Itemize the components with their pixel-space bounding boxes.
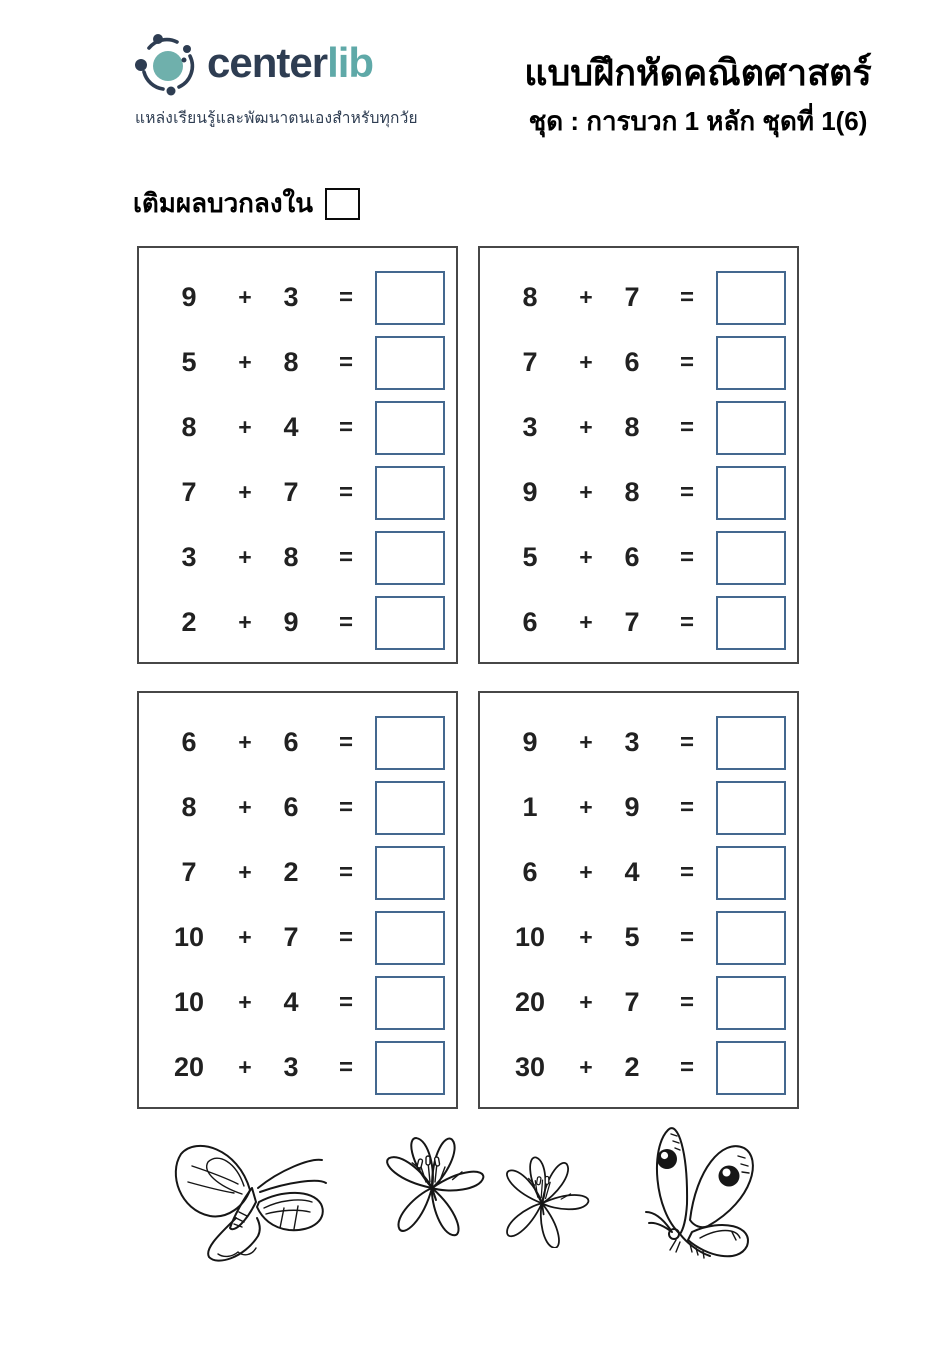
operand-b: 6 bbox=[624, 347, 640, 377]
problem-row bbox=[480, 395, 797, 460]
operand-a: 8 bbox=[522, 282, 538, 312]
answer-box[interactable] bbox=[375, 846, 445, 900]
operand-b: 7 bbox=[624, 607, 640, 637]
answer-box[interactable] bbox=[375, 401, 445, 455]
operand-a: 7 bbox=[181, 477, 197, 507]
equals-sign: = bbox=[338, 793, 353, 821]
problem-row bbox=[480, 840, 797, 905]
problem-row bbox=[480, 775, 797, 840]
operand-b: 3 bbox=[283, 282, 299, 312]
plus-operator: + bbox=[238, 989, 252, 1015]
plus-operator: + bbox=[238, 479, 252, 505]
equals-sign: = bbox=[679, 348, 694, 376]
problem-panel-2 bbox=[478, 246, 799, 664]
problem-row bbox=[480, 265, 797, 330]
equals-sign: = bbox=[338, 348, 353, 376]
operand-b: 9 bbox=[624, 792, 640, 822]
operand-b: 3 bbox=[283, 1052, 299, 1082]
answer-box[interactable] bbox=[716, 1041, 786, 1095]
problem-row bbox=[139, 775, 456, 840]
operand-a: 3 bbox=[181, 542, 197, 572]
problem-panel-4 bbox=[478, 691, 799, 1109]
operand-a: 6 bbox=[522, 607, 538, 637]
operand-a: 5 bbox=[522, 542, 538, 572]
plus-operator: + bbox=[238, 794, 252, 820]
answer-box[interactable] bbox=[375, 271, 445, 325]
equals-sign: = bbox=[679, 1053, 694, 1081]
answer-box[interactable] bbox=[716, 336, 786, 390]
answer-box[interactable] bbox=[716, 596, 786, 650]
plus-operator: + bbox=[238, 1054, 252, 1080]
operand-b: 2 bbox=[624, 1052, 640, 1082]
answer-box[interactable] bbox=[716, 466, 786, 520]
problem-row bbox=[480, 525, 797, 590]
brand-name-center: center bbox=[207, 39, 328, 86]
operand-a: 7 bbox=[181, 857, 197, 887]
operand-a: 9 bbox=[181, 282, 197, 312]
operand-b: 9 bbox=[283, 607, 299, 637]
plus-operator: + bbox=[238, 414, 252, 440]
operand-b: 7 bbox=[283, 477, 299, 507]
operand-a: 2 bbox=[181, 607, 197, 637]
operand-b: 7 bbox=[624, 282, 640, 312]
operand-b: 8 bbox=[624, 477, 640, 507]
plus-operator: + bbox=[579, 284, 593, 310]
equals-sign: = bbox=[679, 608, 694, 636]
answer-box[interactable] bbox=[375, 976, 445, 1030]
answer-box[interactable] bbox=[716, 271, 786, 325]
equals-sign: = bbox=[338, 1053, 353, 1081]
operand-b: 7 bbox=[283, 922, 299, 952]
problem-row bbox=[139, 905, 456, 970]
worksheet-subtitle: ชุด : การบวก 1 หลัก ชุดที่ 1(6) bbox=[528, 106, 868, 136]
operand-b: 4 bbox=[283, 412, 299, 442]
equals-sign: = bbox=[338, 923, 353, 951]
answer-box[interactable] bbox=[375, 336, 445, 390]
problem-row bbox=[139, 1035, 456, 1100]
operand-a: 9 bbox=[522, 477, 538, 507]
answer-box[interactable] bbox=[716, 401, 786, 455]
answer-box[interactable] bbox=[716, 846, 786, 900]
plus-operator: + bbox=[579, 349, 593, 375]
plus-operator: + bbox=[579, 544, 593, 570]
problem-panel-3 bbox=[137, 691, 458, 1109]
operand-a: 9 bbox=[522, 727, 538, 757]
answer-box[interactable] bbox=[375, 911, 445, 965]
operand-a: 8 bbox=[181, 792, 197, 822]
flower-right-image bbox=[489, 1148, 595, 1248]
operand-b: 7 bbox=[624, 987, 640, 1017]
answer-box[interactable] bbox=[375, 1041, 445, 1095]
operand-a: 7 bbox=[522, 347, 538, 377]
operand-b: 4 bbox=[283, 987, 299, 1017]
equals-sign: = bbox=[679, 478, 694, 506]
operand-a: 10 bbox=[514, 922, 546, 952]
butterfly-right-image bbox=[628, 1112, 766, 1264]
operand-a: 10 bbox=[173, 987, 205, 1017]
plus-operator: + bbox=[238, 924, 252, 950]
plus-operator: + bbox=[579, 859, 593, 885]
problem-row bbox=[480, 905, 797, 970]
operand-b: 6 bbox=[624, 542, 640, 572]
equals-sign: = bbox=[679, 543, 694, 571]
problem-row bbox=[480, 710, 797, 775]
problem-row bbox=[139, 590, 456, 655]
equals-sign: = bbox=[338, 728, 353, 756]
operand-a: 10 bbox=[173, 922, 205, 952]
answer-box[interactable] bbox=[716, 531, 786, 585]
logo-tagline: แหล่งเรียนรู้และพัฒนาตนเองสำหรับทุกวัย bbox=[135, 110, 418, 127]
plus-operator: + bbox=[579, 794, 593, 820]
flower-left-image bbox=[372, 1126, 492, 1238]
equals-sign: = bbox=[338, 988, 353, 1016]
operand-b: 8 bbox=[283, 347, 299, 377]
problem-row bbox=[480, 590, 797, 655]
equals-sign: = bbox=[679, 728, 694, 756]
problem-row bbox=[480, 1035, 797, 1100]
equals-sign: = bbox=[338, 283, 353, 311]
equals-sign: = bbox=[679, 413, 694, 441]
answer-box[interactable] bbox=[716, 976, 786, 1030]
equals-sign: = bbox=[679, 858, 694, 886]
operand-b: 8 bbox=[283, 542, 299, 572]
operand-a: 20 bbox=[514, 987, 546, 1017]
problem-row bbox=[139, 460, 456, 525]
operand-b: 8 bbox=[624, 412, 640, 442]
answer-box[interactable] bbox=[716, 781, 786, 835]
plus-operator: + bbox=[579, 609, 593, 635]
instruction-text: เติมผลบวกลงใน bbox=[133, 188, 314, 218]
plus-operator: + bbox=[238, 349, 252, 375]
plus-operator: + bbox=[579, 414, 593, 440]
answer-box[interactable] bbox=[375, 531, 445, 585]
brand-name-lib: lib bbox=[327, 39, 374, 86]
butterfly-left-image bbox=[162, 1126, 330, 1266]
answer-box[interactable] bbox=[375, 466, 445, 520]
plus-operator: + bbox=[579, 729, 593, 755]
answer-box[interactable] bbox=[375, 716, 445, 770]
equals-sign: = bbox=[338, 413, 353, 441]
problem-row bbox=[139, 970, 456, 1035]
operand-a: 6 bbox=[181, 727, 197, 757]
plus-operator: + bbox=[579, 924, 593, 950]
operand-b: 4 bbox=[624, 857, 640, 887]
operand-a: 1 bbox=[522, 792, 538, 822]
problem-row bbox=[139, 395, 456, 460]
header-title-block bbox=[478, 50, 918, 142]
equals-sign: = bbox=[338, 608, 353, 636]
problem-row bbox=[139, 710, 456, 775]
equals-sign: = bbox=[338, 478, 353, 506]
plus-operator: + bbox=[238, 544, 252, 570]
equals-sign: = bbox=[338, 543, 353, 571]
worksheet-title: แบบฝึกหัดคณิตศาสตร์ bbox=[524, 52, 872, 93]
operand-b: 3 bbox=[624, 727, 640, 757]
plus-operator: + bbox=[579, 1054, 593, 1080]
plus-operator: + bbox=[238, 859, 252, 885]
operand-a: 8 bbox=[181, 412, 197, 442]
problem-row bbox=[480, 460, 797, 525]
centerlib-logo bbox=[135, 30, 418, 130]
equals-sign: = bbox=[679, 988, 694, 1016]
problem-row bbox=[139, 840, 456, 905]
problem-row bbox=[480, 970, 797, 1035]
answer-box[interactable] bbox=[375, 781, 445, 835]
brand-name bbox=[207, 39, 374, 86]
plus-operator: + bbox=[579, 479, 593, 505]
operand-b: 2 bbox=[283, 857, 299, 887]
plus-operator: + bbox=[238, 729, 252, 755]
problem-row bbox=[480, 330, 797, 395]
operand-b: 6 bbox=[283, 792, 299, 822]
problem-row bbox=[139, 330, 456, 395]
plus-operator: + bbox=[579, 989, 593, 1015]
operand-b: 6 bbox=[283, 727, 299, 757]
problem-row bbox=[139, 525, 456, 590]
operand-b: 5 bbox=[624, 922, 640, 952]
operand-a: 6 bbox=[522, 857, 538, 887]
answer-box[interactable] bbox=[716, 716, 786, 770]
problem-row bbox=[139, 265, 456, 330]
equals-sign: = bbox=[679, 923, 694, 951]
plus-operator: + bbox=[238, 284, 252, 310]
equals-sign: = bbox=[338, 858, 353, 886]
instruction bbox=[133, 183, 360, 224]
centerlib-logo-icon bbox=[135, 30, 199, 96]
operand-a: 3 bbox=[522, 412, 538, 442]
problem-panel-1 bbox=[137, 246, 458, 664]
operand-a: 20 bbox=[173, 1052, 205, 1082]
plus-operator: + bbox=[238, 609, 252, 635]
equals-sign: = bbox=[679, 283, 694, 311]
instruction-example-box bbox=[325, 188, 360, 220]
answer-box[interactable] bbox=[375, 596, 445, 650]
operand-a: 30 bbox=[514, 1052, 546, 1082]
operand-a: 5 bbox=[181, 347, 197, 377]
equals-sign: = bbox=[679, 793, 694, 821]
answer-box[interactable] bbox=[716, 911, 786, 965]
